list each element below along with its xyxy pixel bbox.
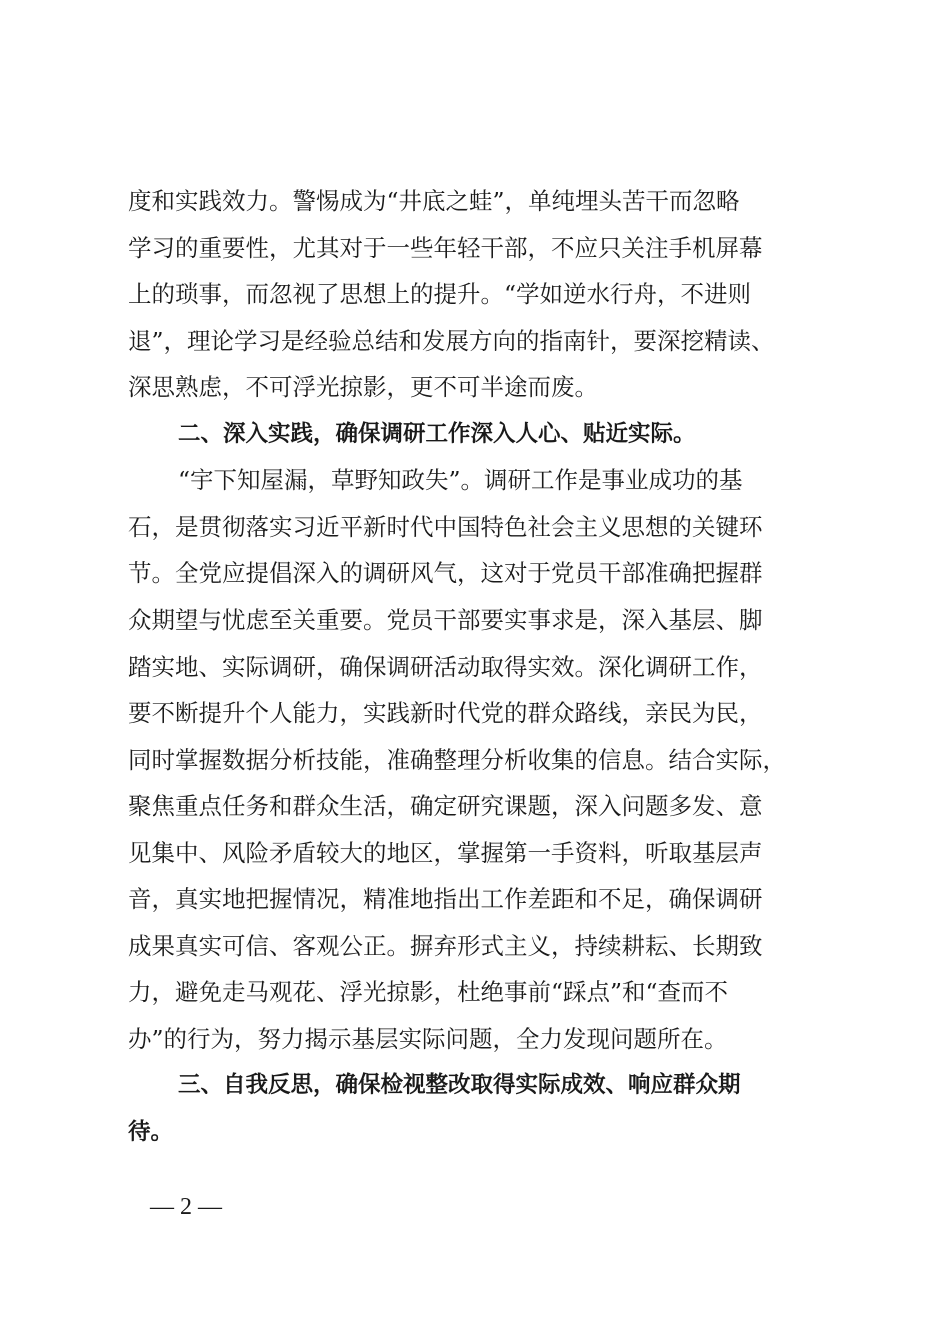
section-heading-3-cont: 待。 [128,1119,174,1145]
paragraph-line: 石，是贯彻落实习近平新时代中国特色社会主义思想的关键环 [128,512,763,541]
paragraph-line: 同时掌握数据分析技能，准确整理分析收集的信息。结合实际， [128,745,786,774]
paragraph-line: 音，真实地把握情况，精准地指出工作差距和不足，确保调研 [128,885,763,914]
paragraph-line: 要不断提升个人能力，实践新时代党的群众路线，亲民为民， [128,699,763,728]
paragraph-line: 力，避免走马观花、浮光掠影，杜绝事前“踩点”和“查而不 [128,978,729,1007]
section-heading-2: 二、深入实践，确保调研工作深入人心、贴近实际。 [178,420,696,447]
paragraph-line: 上的琐事，而忽视了思想上的提升。“学如逆水行舟，不进则 [128,280,752,309]
paragraph-line: “宇下知屋漏，草野知政失”。调研工作是事业成功的基 [178,466,743,495]
paragraph-line: 众期望与忧虑至关重要。党员干部要实事求是，深入基层、脚 [128,605,763,634]
paragraph-line: 深思熟虑，不可浮光掠影，更不可半途而废。 [128,373,598,402]
paragraph-line: 节。全党应提倡深入的调研风气，这对于党员干部准确把握群 [128,559,763,588]
page-number: — 2 — [150,1194,222,1220]
paragraph-line: 度和实践效力。警惕成为“井底之蛙”，单纯埋头苦干而忽略 [128,187,740,215]
paragraph-line: 踏实地、实际调研，确保调研活动取得实效。深化调研工作， [128,652,763,681]
paragraph-line: 退”，理论学习是经验总结和发展方向的指南针，要深挖精读、 [128,326,775,355]
paragraph-line: 聚焦重点任务和群众生活，确定研究课题，深入问题多发、意 [128,792,763,821]
paragraph-line: 学习的重要性，尤其对于一些年轻干部，不应只关注手机屏幕 [128,233,763,262]
paragraph-line: 成果真实可信、客观公正。摒弃形式主义，持续耕耘、长期致 [128,931,763,960]
paragraph-line: 办”的行为，努力揭示基层实际问题，全力发现问题所在。 [128,1024,728,1053]
paragraph-line: 见集中、风险矛盾较大的地区，掌握第一手资料，听取基层声 [128,838,763,867]
section-heading-3: 三、自我反思，确保检视整改取得实际成效、响应群众期 [178,1072,741,1099]
